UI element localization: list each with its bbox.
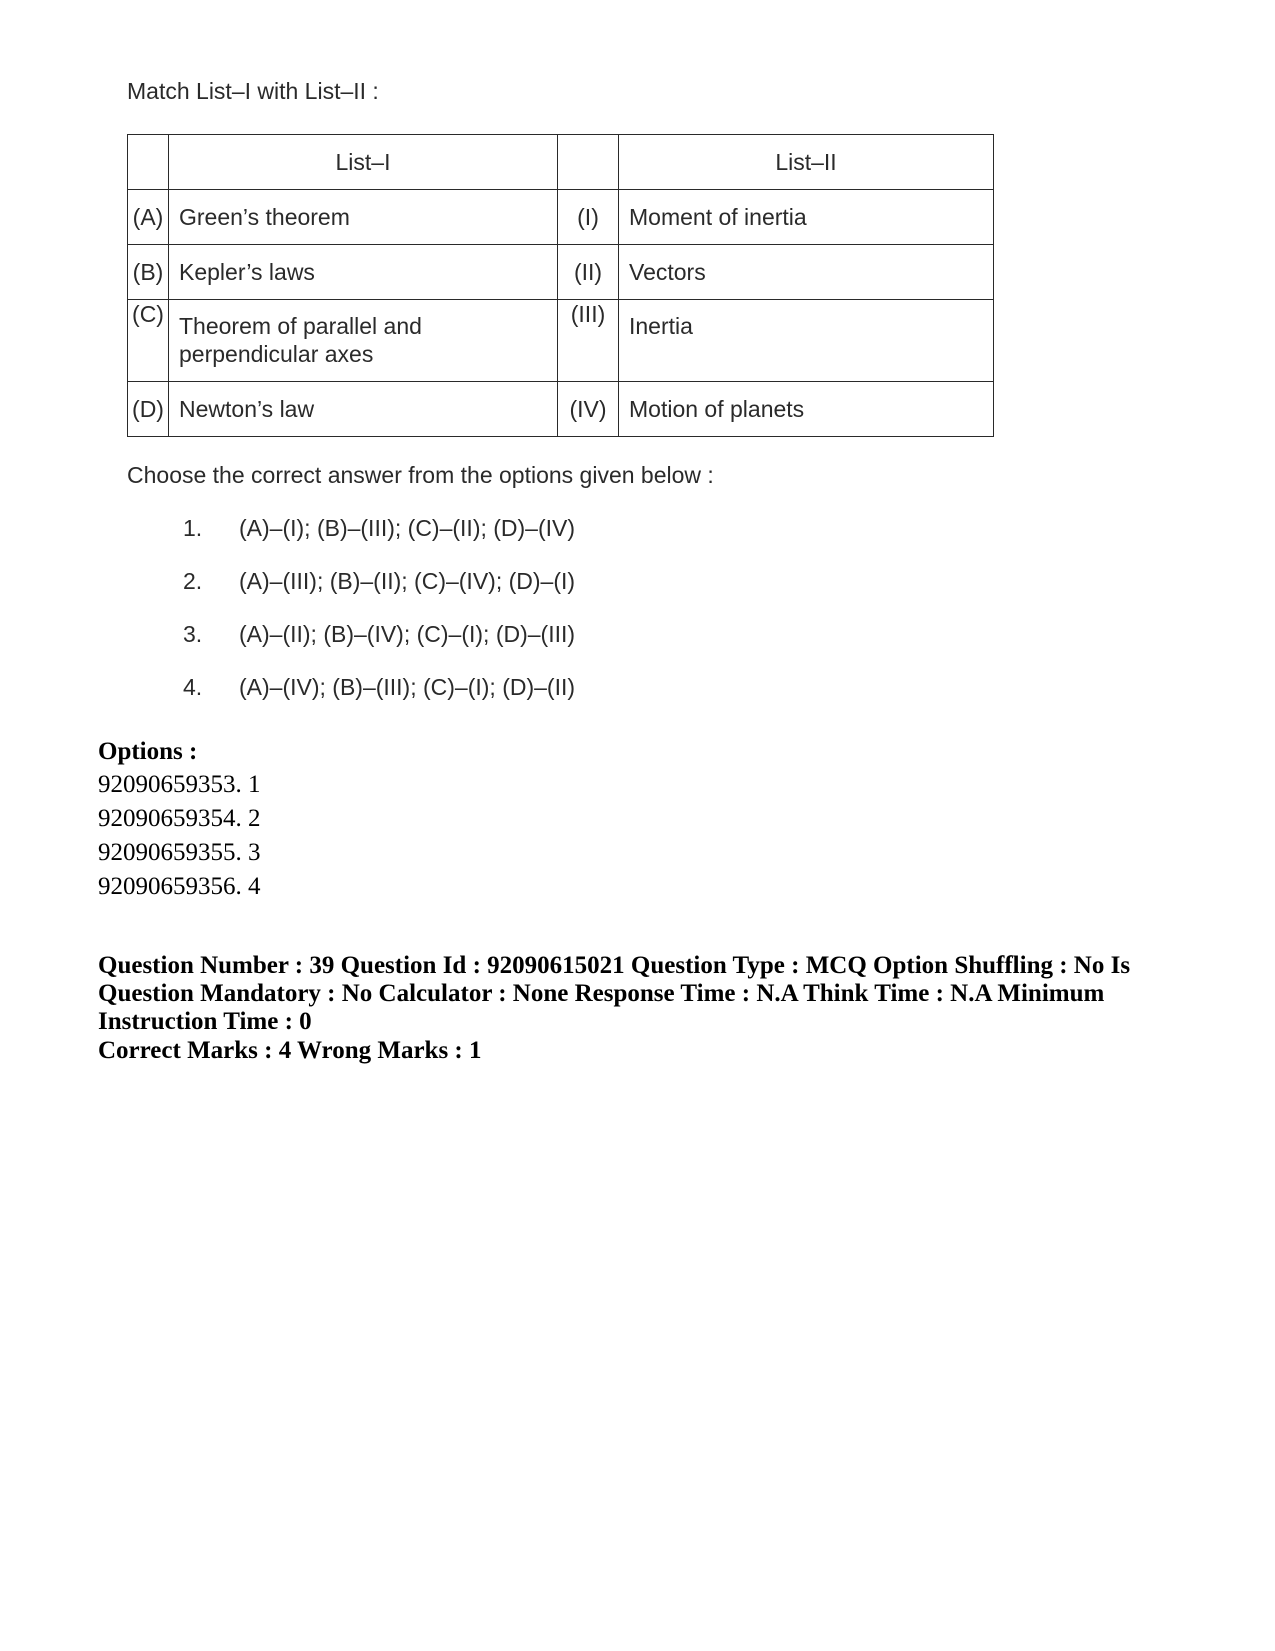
answer-text: (A)–(I); (B)–(III); (C)–(II); (D)–(IV): [239, 515, 576, 541]
row-letter: (A): [128, 190, 169, 245]
row-letter: (B): [128, 245, 169, 300]
answer-number: 4.: [183, 674, 203, 700]
answer-number: 3.: [183, 621, 203, 647]
option-item: 92090659356. 4: [98, 873, 261, 900]
header-blank-1: [128, 135, 169, 190]
row-list2-item: Moment of inertia: [619, 190, 994, 245]
options-heading: Options :: [98, 738, 198, 765]
option-item: 92090659355. 3: [98, 839, 261, 866]
row-letter: (C): [128, 300, 169, 382]
question-intro: Match List–I with List–II :: [127, 78, 379, 104]
row-letter: (D): [128, 382, 169, 437]
row-list1-item: Theorem of parallel and perpendicular axes: [169, 300, 558, 382]
answer-choices: [183, 515, 575, 727]
table-row: [128, 245, 994, 300]
answer-text: (A)–(III); (B)–(II); (C)–(IV); (D)–(I): [239, 568, 576, 594]
option-list: [98, 771, 261, 907]
row-list2-item: Vectors: [619, 245, 994, 300]
answer-text: (A)–(IV); (B)–(III); (C)–(I); (D)–(II): [239, 674, 576, 700]
header-list-2: List–II: [619, 135, 994, 190]
row-roman: (II): [558, 245, 619, 300]
table-row: [128, 300, 994, 382]
list-item: [183, 515, 575, 568]
choose-instruction: Choose the correct answer from the options given below :: [127, 462, 714, 488]
table-row: [128, 190, 994, 245]
question-metadata: Question Number : 39 Question Id : 92090615021 Question Type : MCQ Option Shuffling : No Is Question Mandatory : No Calculator : None Response Time : N.A Think Time : N.A Minimum Instruction Time : 0: [98, 952, 1131, 1035]
row-list1-item: Green’s theorem: [169, 190, 558, 245]
answer-number: 2.: [183, 568, 203, 594]
row-list1-item: Newton’s law: [169, 382, 558, 437]
row-roman: (IV): [558, 382, 619, 437]
table-row: [128, 382, 994, 437]
list-item: [183, 674, 575, 727]
marks-info: Correct Marks : 4 Wrong Marks : 1: [98, 1037, 482, 1064]
list-item: [183, 568, 575, 621]
header-blank-2: [558, 135, 619, 190]
table-header-row: [128, 135, 994, 190]
option-item: 92090659354. 2: [98, 805, 261, 832]
row-list2-item: Inertia: [619, 300, 994, 382]
row-roman: (III): [558, 300, 619, 382]
option-item: 92090659353. 1: [98, 771, 261, 798]
row-roman: (I): [558, 190, 619, 245]
answer-text: (A)–(II); (B)–(IV); (C)–(I); (D)–(III): [239, 621, 576, 647]
row-list2-item: Motion of planets: [619, 382, 994, 437]
row-list1-item: Kepler’s laws: [169, 245, 558, 300]
header-list-1: List–I: [169, 135, 558, 190]
answer-number: 1.: [183, 515, 203, 541]
match-table: [127, 134, 994, 437]
list-item: [183, 621, 575, 674]
